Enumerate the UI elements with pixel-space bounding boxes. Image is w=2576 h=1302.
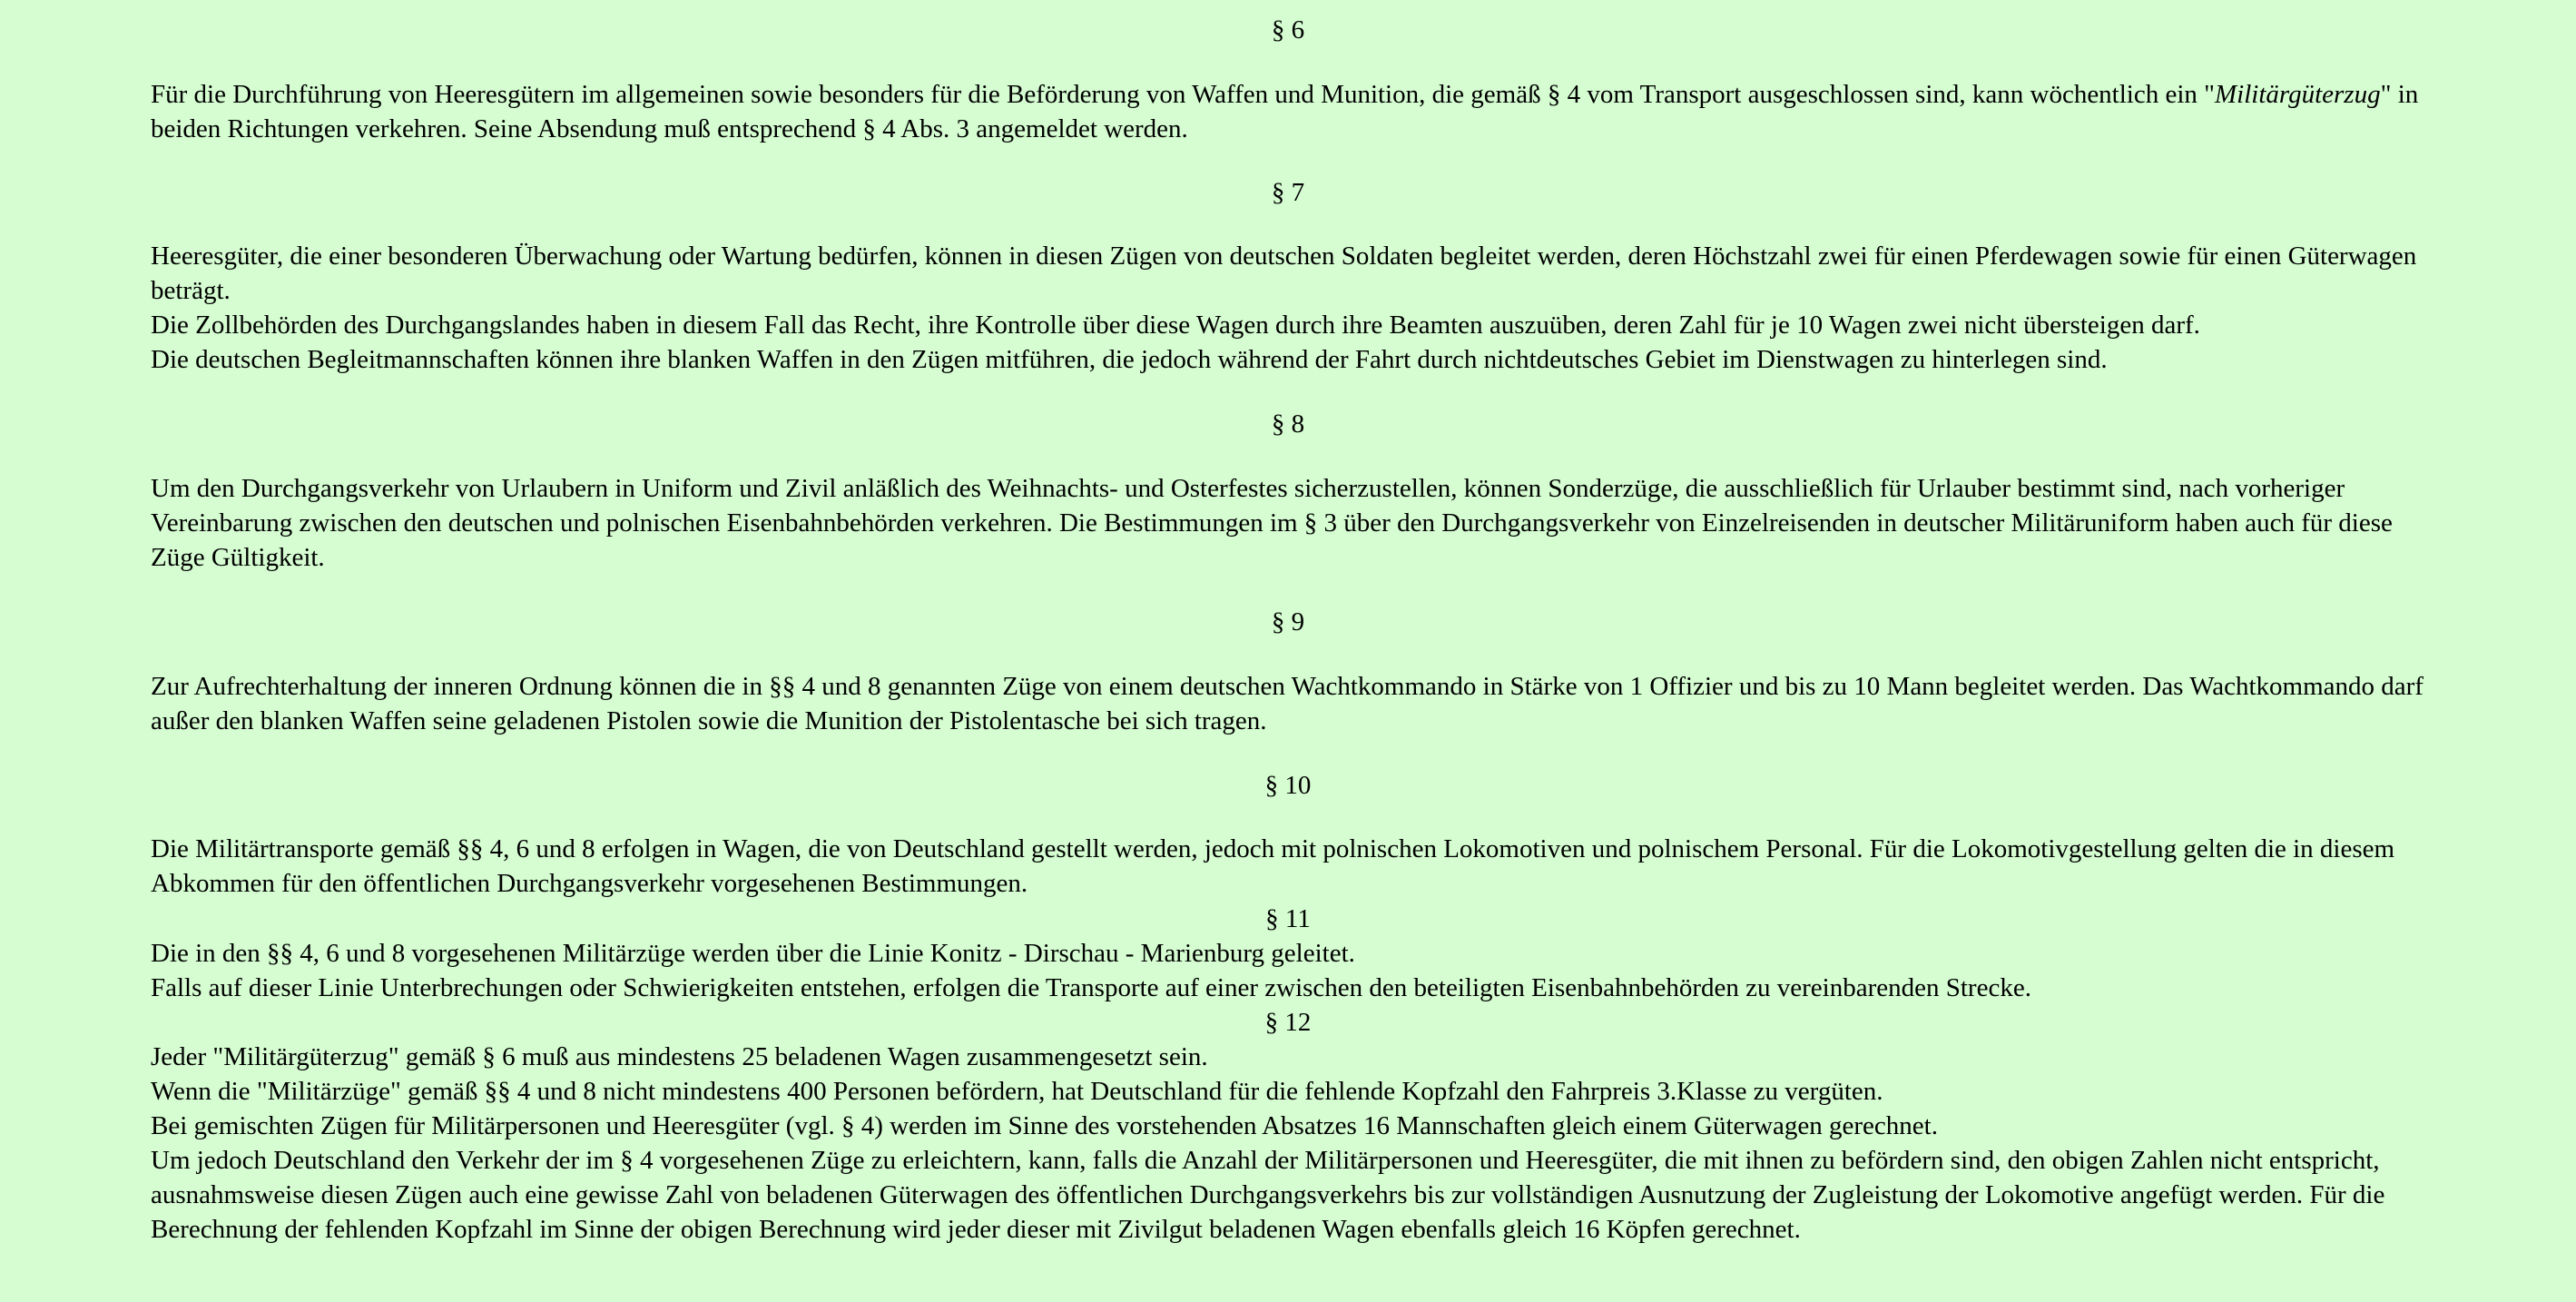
paragraph: Zur Aufrechterhaltung der inneren Ordnung können die in §§ 4 und 8 genannten Züge von einem deutschen Wachtkommando in Stärke von 1 Offizier und bis zu 10 Mann begleitet werden. Das Wachtkommando darf außer den blanken Waffen seine geladenen Pistolen sowie die Munition der Pistolentasche bei sich tragen. bbox=[151, 672, 2424, 735]
paragraph: Die deutschen Begleitmannschaften können ihre blanken Waffen in den Zügen mitführen, die jedoch während der Fahrt durch nichtdeutsches Gebiet im Dienstwagen zu hinterlegen sind. bbox=[151, 345, 2108, 374]
paragraph: Die Militärtransporte gemäß §§ 4, 6 und 8 erfolgen in Wagen, die von Deutschland gestellt werden, jedoch mit polnischen Lokomotiven und polnischem Personal. Für die Lokomotivgestellung gelten die in diesem Abkommen für den öffentlichen Durchgangsverkehr vorgesehenen Bestimmungen. bbox=[151, 834, 2395, 898]
section-heading-7: § 7 bbox=[1271, 178, 1305, 207]
section-heading-10: § 10 bbox=[1264, 771, 1312, 800]
paragraph: Um jedoch Deutschland den Verkehr der im § 4 vorgesehenen Züge zu erleichtern, kann, falls die Anzahl der Militärpersonen und Heeresgüter, die mit ihnen zu befördern sind, den obigen Zahlen nicht entspricht, ausnahmsweise diesen Zügen auch eine gewisse Zahl von beladenen Güterwagen des öffentlichen Durchgangsverkehrs bis zur vollständigen Ausnutzung der Zugleistung der Lokomotive angefügt werden. Für die Berechnung der fehlenden Kopfzahl im Sinne der obigen Berechnung wird jeder dieser mit Zivilgut beladenen Wagen ebenfalls gleich 16 Köpfen gerechnet. bbox=[151, 1146, 2385, 1244]
section-heading-8: § 8 bbox=[1271, 409, 1305, 439]
section-heading-9: § 9 bbox=[1271, 607, 1305, 636]
paragraph: Bei gemischten Zügen für Militärpersonen und Heeresgüter (vgl. § 4) werden im Sinne des vorstehenden Absatzes 16 Mannschaften gleich einem Güterwagen gerechnet. bbox=[151, 1111, 1938, 1140]
paragraph: Die in den §§ 4, 6 und 8 vorgesehenen Militärzüge werden über die Linie Konitz - Dirschau - Marienburg geleitet. bbox=[151, 939, 1355, 968]
section-body-10 bbox=[151, 832, 2429, 901]
paragraph: Die Zollbehörden des Durchgangslandes haben in diesem Fall das Recht, ihre Kontrolle über diese Wagen durch ihre Beamten auszuüben, deren Zahl für je 10 Wagen zwei nicht übersteigen darf. bbox=[151, 311, 2200, 340]
section-heading-6: § 6 bbox=[1271, 15, 1305, 44]
paragraph: Falls auf dieser Linie Unterbrechungen oder Schwierigkeiten entstehen, erfolgen die Transporte auf einer zwischen den beteiligten Eisenbahnbehörden zu vereinbarenden Strecke. bbox=[151, 973, 2031, 1002]
paragraph: Wenn die "Militärzüge" gemäß §§ 4 und 8 nicht mindestens 400 Personen befördern, hat Deutschland für die fehlende Kopfzahl den Fahrpreis 3.Klasse zu vergüten. bbox=[151, 1077, 1883, 1106]
section-body-7 bbox=[151, 239, 2429, 377]
section-body-11 bbox=[151, 936, 2429, 1005]
paragraph: Für die Durchführung von Heeresgütern im allgemeinen sowie besonders für die Beförderung von Waffen und Munition, die gemäß § 4 vom Transport ausgeschlossen sind, kann wöchentlich ein "Militärgüterzug" in beiden Richtungen verkehren. Seine Absendung muß entsprechend § 4 Abs. 3 angemeldet werden. bbox=[151, 80, 2419, 143]
section-body-9 bbox=[151, 669, 2429, 738]
section-body-8 bbox=[151, 471, 2429, 575]
paragraph: Jeder "Militärgüterzug" gemäß § 6 muß aus mindestens 25 beladenen Wagen zusammengesetzt sein. bbox=[151, 1042, 1208, 1071]
italic-term: Militärgüterzug bbox=[2215, 80, 2381, 109]
section-body-12 bbox=[151, 1040, 2429, 1247]
section-heading-11: § 11 bbox=[1265, 904, 1311, 933]
section-heading-12: § 12 bbox=[1264, 1008, 1312, 1037]
paragraph: Heeresgüter, die einer besonderen Überwachung oder Wartung bedürfen, können in diesen Zügen von deutschen Soldaten begleitet werden, deren Höchstzahl zwei für einen Pferdewagen sowie für einen Güterwagen beträgt. bbox=[151, 242, 2417, 305]
section-body-6 bbox=[151, 77, 2429, 146]
paragraph: Um den Durchgangsverkehr von Urlaubern in Uniform und Zivil anläßlich des Weihnachts- und Osterfestes sicherzustellen, können Sonderzüge, die ausschließlich für Urlauber bestimmt sind, nach vorheriger Vereinbarung zwischen den deutschen und polnischen Eisenbahnbehörden verkehren. Die Bestimmungen im § 3 über den Durchgangsverkehr von Einzelreisenden in deutscher Militäruniform haben auch für diese Züge Gültigkeit. bbox=[151, 474, 2393, 572]
